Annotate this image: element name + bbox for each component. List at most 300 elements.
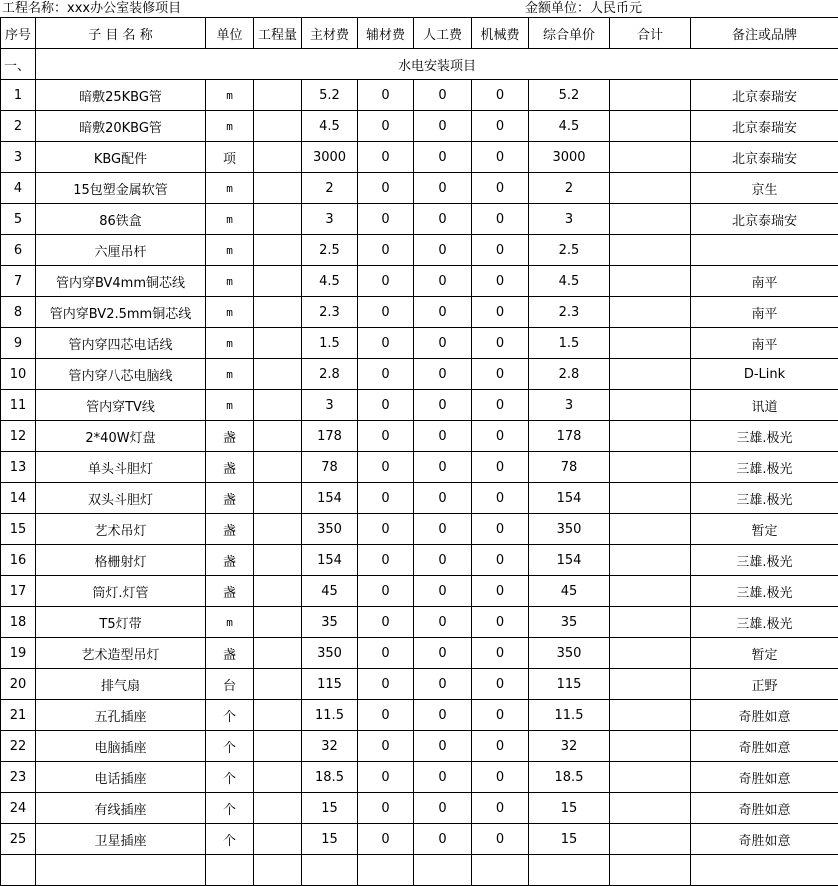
total-cell	[610, 173, 691, 204]
sheet-title-row	[0, 0, 838, 17]
machine-cell: 0	[472, 576, 529, 607]
aux-material-cell: 0	[358, 142, 414, 173]
remark-cell: 暂定	[691, 514, 838, 545]
table-row	[1, 731, 838, 762]
main-material-cell: 35	[302, 607, 358, 638]
table-row	[1, 700, 838, 731]
unit-price-cell: 2.3	[529, 297, 610, 328]
row-number: 9	[1, 328, 36, 359]
table-row	[1, 390, 838, 421]
unit-price-cell: 350	[529, 514, 610, 545]
total-cell	[610, 700, 691, 731]
machine-cell: 0	[472, 731, 529, 762]
aux-material-cell: 0	[358, 266, 414, 297]
aux-material-cell: 0	[358, 452, 414, 483]
labor-cell: 0	[414, 762, 472, 793]
col-header-total: 合计	[610, 18, 691, 49]
unit-cell: m	[206, 297, 254, 328]
col-header-name: 子 目 名 称	[36, 18, 206, 49]
quantity-cell	[254, 421, 302, 452]
unit-price-cell: 2.5	[529, 235, 610, 266]
item-name: 暗敷25KBG管	[36, 80, 206, 111]
main-material-cell: 11.5	[302, 700, 358, 731]
unit-price-cell: 178	[529, 421, 610, 452]
table-row	[1, 328, 838, 359]
aux-material-cell: 0	[358, 80, 414, 111]
unit-price-cell: 18.5	[529, 762, 610, 793]
unit-price-cell: 45	[529, 576, 610, 607]
table-row	[1, 266, 838, 297]
item-name: 艺术造型吊灯	[36, 638, 206, 669]
remark-cell	[691, 235, 838, 266]
section-row	[1, 49, 838, 80]
remark-cell: 奇胜如意	[691, 762, 838, 793]
labor-cell: 0	[414, 669, 472, 700]
labor-cell: 0	[414, 328, 472, 359]
unit-cell: m	[206, 266, 254, 297]
quotation-table	[0, 17, 838, 886]
unit-price-cell: 154	[529, 483, 610, 514]
unit-price-cell: 5.2	[529, 80, 610, 111]
unit-cell: m	[206, 607, 254, 638]
col-header-aux: 辅材费	[358, 18, 414, 49]
table-row	[1, 638, 838, 669]
machine-cell: 0	[472, 359, 529, 390]
aux-material-cell	[358, 855, 414, 886]
unit-price-cell: 2	[529, 173, 610, 204]
unit-cell: 盏	[206, 576, 254, 607]
row-number: 20	[1, 669, 36, 700]
total-cell	[610, 390, 691, 421]
remark-cell: 北京泰瑞安	[691, 80, 838, 111]
main-material-cell: 2	[302, 173, 358, 204]
table-row	[1, 235, 838, 266]
remark-cell: D-Link	[691, 359, 838, 390]
unit-price-cell: 11.5	[529, 700, 610, 731]
quantity-cell	[254, 793, 302, 824]
total-cell	[610, 452, 691, 483]
table-row	[1, 762, 838, 793]
labor-cell: 0	[414, 793, 472, 824]
total-cell	[610, 731, 691, 762]
main-material-cell: 45	[302, 576, 358, 607]
total-cell	[610, 607, 691, 638]
remark-cell: 奇胜如意	[691, 793, 838, 824]
row-number: 18	[1, 607, 36, 638]
item-name: 2*40W灯盘	[36, 421, 206, 452]
quantity-cell	[254, 297, 302, 328]
aux-material-cell: 0	[358, 235, 414, 266]
labor-cell: 0	[414, 173, 472, 204]
labor-cell: 0	[414, 266, 472, 297]
labor-cell	[414, 855, 472, 886]
item-name	[36, 855, 206, 886]
machine-cell: 0	[472, 545, 529, 576]
unit-price-cell: 2.8	[529, 359, 610, 390]
row-number: 10	[1, 359, 36, 390]
col-header-main: 主材费	[302, 18, 358, 49]
unit-cell: m	[206, 173, 254, 204]
row-number: 23	[1, 762, 36, 793]
total-cell	[610, 762, 691, 793]
row-number: 21	[1, 700, 36, 731]
item-name: 格栅射灯	[36, 545, 206, 576]
quantity-cell	[254, 855, 302, 886]
quantity-cell	[254, 700, 302, 731]
unit-cell: m	[206, 235, 254, 266]
quantity-cell	[254, 576, 302, 607]
table-row	[1, 297, 838, 328]
aux-material-cell: 0	[358, 297, 414, 328]
unit-cell: m	[206, 111, 254, 142]
unit-cell: 盏	[206, 545, 254, 576]
quantity-cell	[254, 266, 302, 297]
machine-cell: 0	[472, 111, 529, 142]
row-number: 15	[1, 514, 36, 545]
table-row	[1, 204, 838, 235]
aux-material-cell: 0	[358, 607, 414, 638]
row-number: 11	[1, 390, 36, 421]
main-material-cell: 178	[302, 421, 358, 452]
labor-cell: 0	[414, 700, 472, 731]
main-material-cell: 4.5	[302, 111, 358, 142]
quantity-cell	[254, 204, 302, 235]
quantity-cell	[254, 328, 302, 359]
remark-cell: 三雄.极光	[691, 452, 838, 483]
machine-cell: 0	[472, 824, 529, 855]
main-material-cell: 78	[302, 452, 358, 483]
main-material-cell: 32	[302, 731, 358, 762]
total-cell	[610, 142, 691, 173]
item-name: 卫星插座	[36, 824, 206, 855]
aux-material-cell: 0	[358, 514, 414, 545]
row-number: 6	[1, 235, 36, 266]
labor-cell: 0	[414, 204, 472, 235]
unit-cell: m	[206, 204, 254, 235]
row-number: 13	[1, 452, 36, 483]
unit-cell: 盏	[206, 514, 254, 545]
table-row	[1, 514, 838, 545]
table-row	[1, 111, 838, 142]
remark-cell: 南平	[691, 328, 838, 359]
main-material-cell: 1.5	[302, 328, 358, 359]
item-name: 管内穿TV线	[36, 390, 206, 421]
labor-cell: 0	[414, 638, 472, 669]
row-number: 8	[1, 297, 36, 328]
remark-cell: 奇胜如意	[691, 700, 838, 731]
quantity-cell	[254, 235, 302, 266]
remark-cell: 正野	[691, 669, 838, 700]
item-name: 单头斗胆灯	[36, 452, 206, 483]
unit-cell: m	[206, 328, 254, 359]
item-name: 管内穿BV4mm铜芯线	[36, 266, 206, 297]
item-name: 管内穿八芯电脑线	[36, 359, 206, 390]
main-material-cell: 2.3	[302, 297, 358, 328]
machine-cell: 0	[472, 638, 529, 669]
remark-cell: 南平	[691, 266, 838, 297]
row-number: 7	[1, 266, 36, 297]
aux-material-cell: 0	[358, 669, 414, 700]
aux-material-cell: 0	[358, 390, 414, 421]
section-number: 一、	[1, 49, 36, 80]
quantity-cell	[254, 669, 302, 700]
aux-material-cell: 0	[358, 204, 414, 235]
quantity-cell	[254, 452, 302, 483]
machine-cell: 0	[472, 297, 529, 328]
item-name: 排气扇	[36, 669, 206, 700]
unit-price-cell	[529, 855, 610, 886]
table-row	[1, 80, 838, 111]
machine-cell: 0	[472, 142, 529, 173]
unit-price-cell: 15	[529, 824, 610, 855]
item-name: 电话插座	[36, 762, 206, 793]
quantity-cell	[254, 359, 302, 390]
col-header-unit-price: 综合单价	[529, 18, 610, 49]
quantity-cell	[254, 111, 302, 142]
machine-cell: 0	[472, 607, 529, 638]
row-number: 2	[1, 111, 36, 142]
table-row	[1, 824, 838, 855]
unit-cell	[206, 855, 254, 886]
row-number	[1, 855, 36, 886]
main-material-cell: 154	[302, 545, 358, 576]
row-number: 22	[1, 731, 36, 762]
remark-cell: 奇胜如意	[691, 824, 838, 855]
aux-material-cell: 0	[358, 483, 414, 514]
labor-cell: 0	[414, 824, 472, 855]
aux-material-cell: 0	[358, 793, 414, 824]
unit-price-cell: 4.5	[529, 111, 610, 142]
labor-cell: 0	[414, 297, 472, 328]
total-cell	[610, 235, 691, 266]
machine-cell: 0	[472, 80, 529, 111]
quantity-cell	[254, 173, 302, 204]
item-name: 86铁盒	[36, 204, 206, 235]
table-row	[1, 607, 838, 638]
labor-cell: 0	[414, 607, 472, 638]
item-name: 双头斗胆灯	[36, 483, 206, 514]
unit-price-cell: 1.5	[529, 328, 610, 359]
unit-price-cell: 350	[529, 638, 610, 669]
machine-cell: 0	[472, 700, 529, 731]
remark-cell: 三雄.极光	[691, 576, 838, 607]
total-cell	[610, 80, 691, 111]
quantity-cell	[254, 390, 302, 421]
section-title: 水电安装项目	[36, 49, 838, 80]
main-material-cell: 5.2	[302, 80, 358, 111]
labor-cell: 0	[414, 421, 472, 452]
unit-cell: 个	[206, 731, 254, 762]
item-name: 电脑插座	[36, 731, 206, 762]
total-cell	[610, 855, 691, 886]
machine-cell: 0	[472, 204, 529, 235]
table-row	[1, 855, 838, 886]
quantity-cell	[254, 80, 302, 111]
unit-price-cell: 78	[529, 452, 610, 483]
total-cell	[610, 638, 691, 669]
main-material-cell: 154	[302, 483, 358, 514]
unit-cell: 盏	[206, 638, 254, 669]
remark-cell: 北京泰瑞安	[691, 204, 838, 235]
unit-cell: m	[206, 359, 254, 390]
quantity-cell	[254, 545, 302, 576]
labor-cell: 0	[414, 142, 472, 173]
quantity-cell	[254, 638, 302, 669]
remark-cell: 北京泰瑞安	[691, 111, 838, 142]
project-name-label: 工程名称：xxx办公室装修项目	[2, 0, 181, 17]
table-row	[1, 669, 838, 700]
machine-cell: 0	[472, 235, 529, 266]
remark-cell: 奇胜如意	[691, 731, 838, 762]
machine-cell: 0	[472, 483, 529, 514]
labor-cell: 0	[414, 235, 472, 266]
total-cell	[610, 824, 691, 855]
unit-cell: 盏	[206, 452, 254, 483]
labor-cell: 0	[414, 80, 472, 111]
col-header-mach: 机械费	[472, 18, 529, 49]
item-name: 15包塑金属软管	[36, 173, 206, 204]
row-number: 5	[1, 204, 36, 235]
labor-cell: 0	[414, 390, 472, 421]
unit-price-cell: 15	[529, 793, 610, 824]
aux-material-cell: 0	[358, 359, 414, 390]
table-row	[1, 545, 838, 576]
remark-cell: 北京泰瑞安	[691, 142, 838, 173]
table-row	[1, 142, 838, 173]
row-number: 1	[1, 80, 36, 111]
labor-cell: 0	[414, 483, 472, 514]
main-material-cell: 3	[302, 204, 358, 235]
main-material-cell: 2.5	[302, 235, 358, 266]
row-number: 24	[1, 793, 36, 824]
quantity-cell	[254, 142, 302, 173]
unit-cell: 个	[206, 700, 254, 731]
labor-cell: 0	[414, 359, 472, 390]
machine-cell: 0	[472, 173, 529, 204]
main-material-cell: 2.8	[302, 359, 358, 390]
labor-cell: 0	[414, 576, 472, 607]
machine-cell: 0	[472, 421, 529, 452]
quantity-cell	[254, 824, 302, 855]
table-row	[1, 793, 838, 824]
remark-cell: 讯道	[691, 390, 838, 421]
item-name: 管内穿四芯电话线	[36, 328, 206, 359]
unit-cell: m	[206, 390, 254, 421]
aux-material-cell: 0	[358, 421, 414, 452]
table-row	[1, 483, 838, 514]
machine-cell: 0	[472, 266, 529, 297]
aux-material-cell: 0	[358, 700, 414, 731]
row-number: 3	[1, 142, 36, 173]
aux-material-cell: 0	[358, 731, 414, 762]
aux-material-cell: 0	[358, 576, 414, 607]
row-number: 12	[1, 421, 36, 452]
item-name: 六厘吊杆	[36, 235, 206, 266]
row-number: 4	[1, 173, 36, 204]
remark-cell: 三雄.极光	[691, 483, 838, 514]
unit-price-cell: 32	[529, 731, 610, 762]
total-cell	[610, 297, 691, 328]
main-material-cell: 15	[302, 824, 358, 855]
total-cell	[610, 204, 691, 235]
main-material-cell: 350	[302, 638, 358, 669]
item-name: T5灯带	[36, 607, 206, 638]
labor-cell: 0	[414, 452, 472, 483]
table-row	[1, 173, 838, 204]
total-cell	[610, 576, 691, 607]
col-header-unit: 单位	[206, 18, 254, 49]
unit-price-cell: 154	[529, 545, 610, 576]
unit-cell: 个	[206, 793, 254, 824]
total-cell	[610, 111, 691, 142]
currency-unit-label: 金额单位：人民币元	[525, 0, 642, 17]
unit-cell: 盏	[206, 483, 254, 514]
row-number: 16	[1, 545, 36, 576]
total-cell	[610, 514, 691, 545]
row-number: 14	[1, 483, 36, 514]
labor-cell: 0	[414, 545, 472, 576]
unit-price-cell: 115	[529, 669, 610, 700]
table-row	[1, 359, 838, 390]
remark-cell	[691, 855, 838, 886]
total-cell	[610, 793, 691, 824]
quantity-cell	[254, 514, 302, 545]
remark-cell: 三雄.极光	[691, 607, 838, 638]
aux-material-cell: 0	[358, 545, 414, 576]
col-header-qty: 工程量	[254, 18, 302, 49]
total-cell	[610, 545, 691, 576]
remark-cell: 三雄.极光	[691, 545, 838, 576]
remark-cell: 南平	[691, 297, 838, 328]
table-row	[1, 452, 838, 483]
machine-cell: 0	[472, 452, 529, 483]
total-cell	[610, 421, 691, 452]
aux-material-cell: 0	[358, 328, 414, 359]
unit-price-cell: 3000	[529, 142, 610, 173]
main-material-cell: 18.5	[302, 762, 358, 793]
quantity-cell	[254, 731, 302, 762]
row-number: 25	[1, 824, 36, 855]
machine-cell: 0	[472, 762, 529, 793]
total-cell	[610, 266, 691, 297]
item-name: 五孔插座	[36, 700, 206, 731]
main-material-cell	[302, 855, 358, 886]
col-header-labor: 人工费	[414, 18, 472, 49]
main-material-cell: 115	[302, 669, 358, 700]
aux-material-cell: 0	[358, 824, 414, 855]
main-material-cell: 3000	[302, 142, 358, 173]
table-row	[1, 576, 838, 607]
aux-material-cell: 0	[358, 111, 414, 142]
main-material-cell: 3	[302, 390, 358, 421]
unit-price-cell: 3	[529, 204, 610, 235]
labor-cell: 0	[414, 514, 472, 545]
labor-cell: 0	[414, 111, 472, 142]
unit-cell: 盏	[206, 421, 254, 452]
unit-cell: m	[206, 80, 254, 111]
unit-cell: 个	[206, 762, 254, 793]
machine-cell: 0	[472, 669, 529, 700]
machine-cell: 0	[472, 390, 529, 421]
unit-cell: 项	[206, 142, 254, 173]
aux-material-cell: 0	[358, 762, 414, 793]
quantity-cell	[254, 483, 302, 514]
aux-material-cell: 0	[358, 638, 414, 669]
row-number: 17	[1, 576, 36, 607]
item-name: KBG配件	[36, 142, 206, 173]
total-cell	[610, 483, 691, 514]
unit-price-cell: 35	[529, 607, 610, 638]
